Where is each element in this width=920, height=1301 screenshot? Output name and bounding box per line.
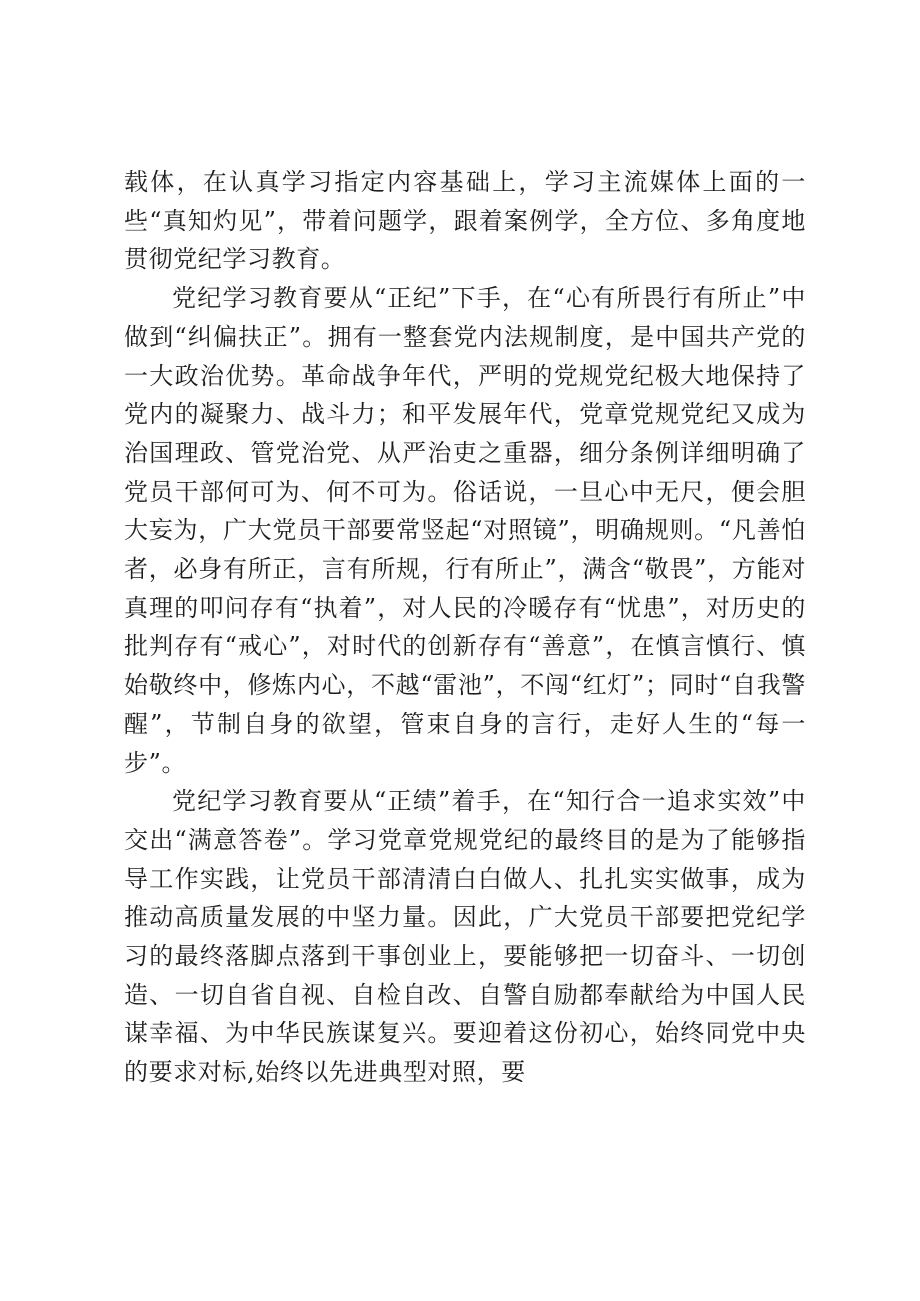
document-body <box>124 163 806 1092</box>
paragraph-2: 党纪学习教育要从“正纪”下手，在“心有所畏行有所止”中做到“纠偏扶正”。拥有一整套党内法规制度，是中国共产党的一大政治优势。革命战争年代，严明的党规党纪极大地保持了党内的凝聚力、战斗力；和平发展年代，党章党规党纪又成为治国理政、管党治党、从严治吏之重器，细分条例详细明确了党员干部何可为、何不可为。俗话说，一旦心中无尺，便会胆大妄为，广大党员干部要常竖起“对照镜”，明确规则。“凡善怕者，必身有所正，言有所规，行有所止”，满含“敬畏”，方能对真理的叩问存有“执着”，对人民的冷暖存有“忧患”，对历史的批判存有“戒心”，对时代的创新存有“善意”，在慎言慎行、慎始敬终中，修炼内心，不越“雷池”，不闯“红灯”；同时“自我警醒”，节制自身的欲望，管束自身的言行，走好人生的“每一步”。 <box>124 284 806 777</box>
paragraph-1: 载体，在认真学习指定内容基础上，学习主流媒体上面的一些“真知灼见”，带着问题学，跟着案例学，全方位、多角度地贯彻党纪学习教育。 <box>124 168 806 274</box>
paragraph-3: 党纪学习教育要从“正绩”着手，在“知行合一追求实效”中交出“满意答卷”。学习党章党规党纪的最终目的是为了能够指导工作实践，让党员干部清清白白做人、扎扎实实做事，成为推动高质量发展的中坚力量。因此，广大党员干部要把党纪学习的最终落脚点落到干事创业上，要能够把一切奋斗、一切创造、一切自省自视、自检自改、自警自励都奉献给为中国人民谋幸福、为中华民族谋复兴。要迎着这份初心，始终同党中央的要求对标,始终以先进典型对照，要 <box>124 787 806 1087</box>
